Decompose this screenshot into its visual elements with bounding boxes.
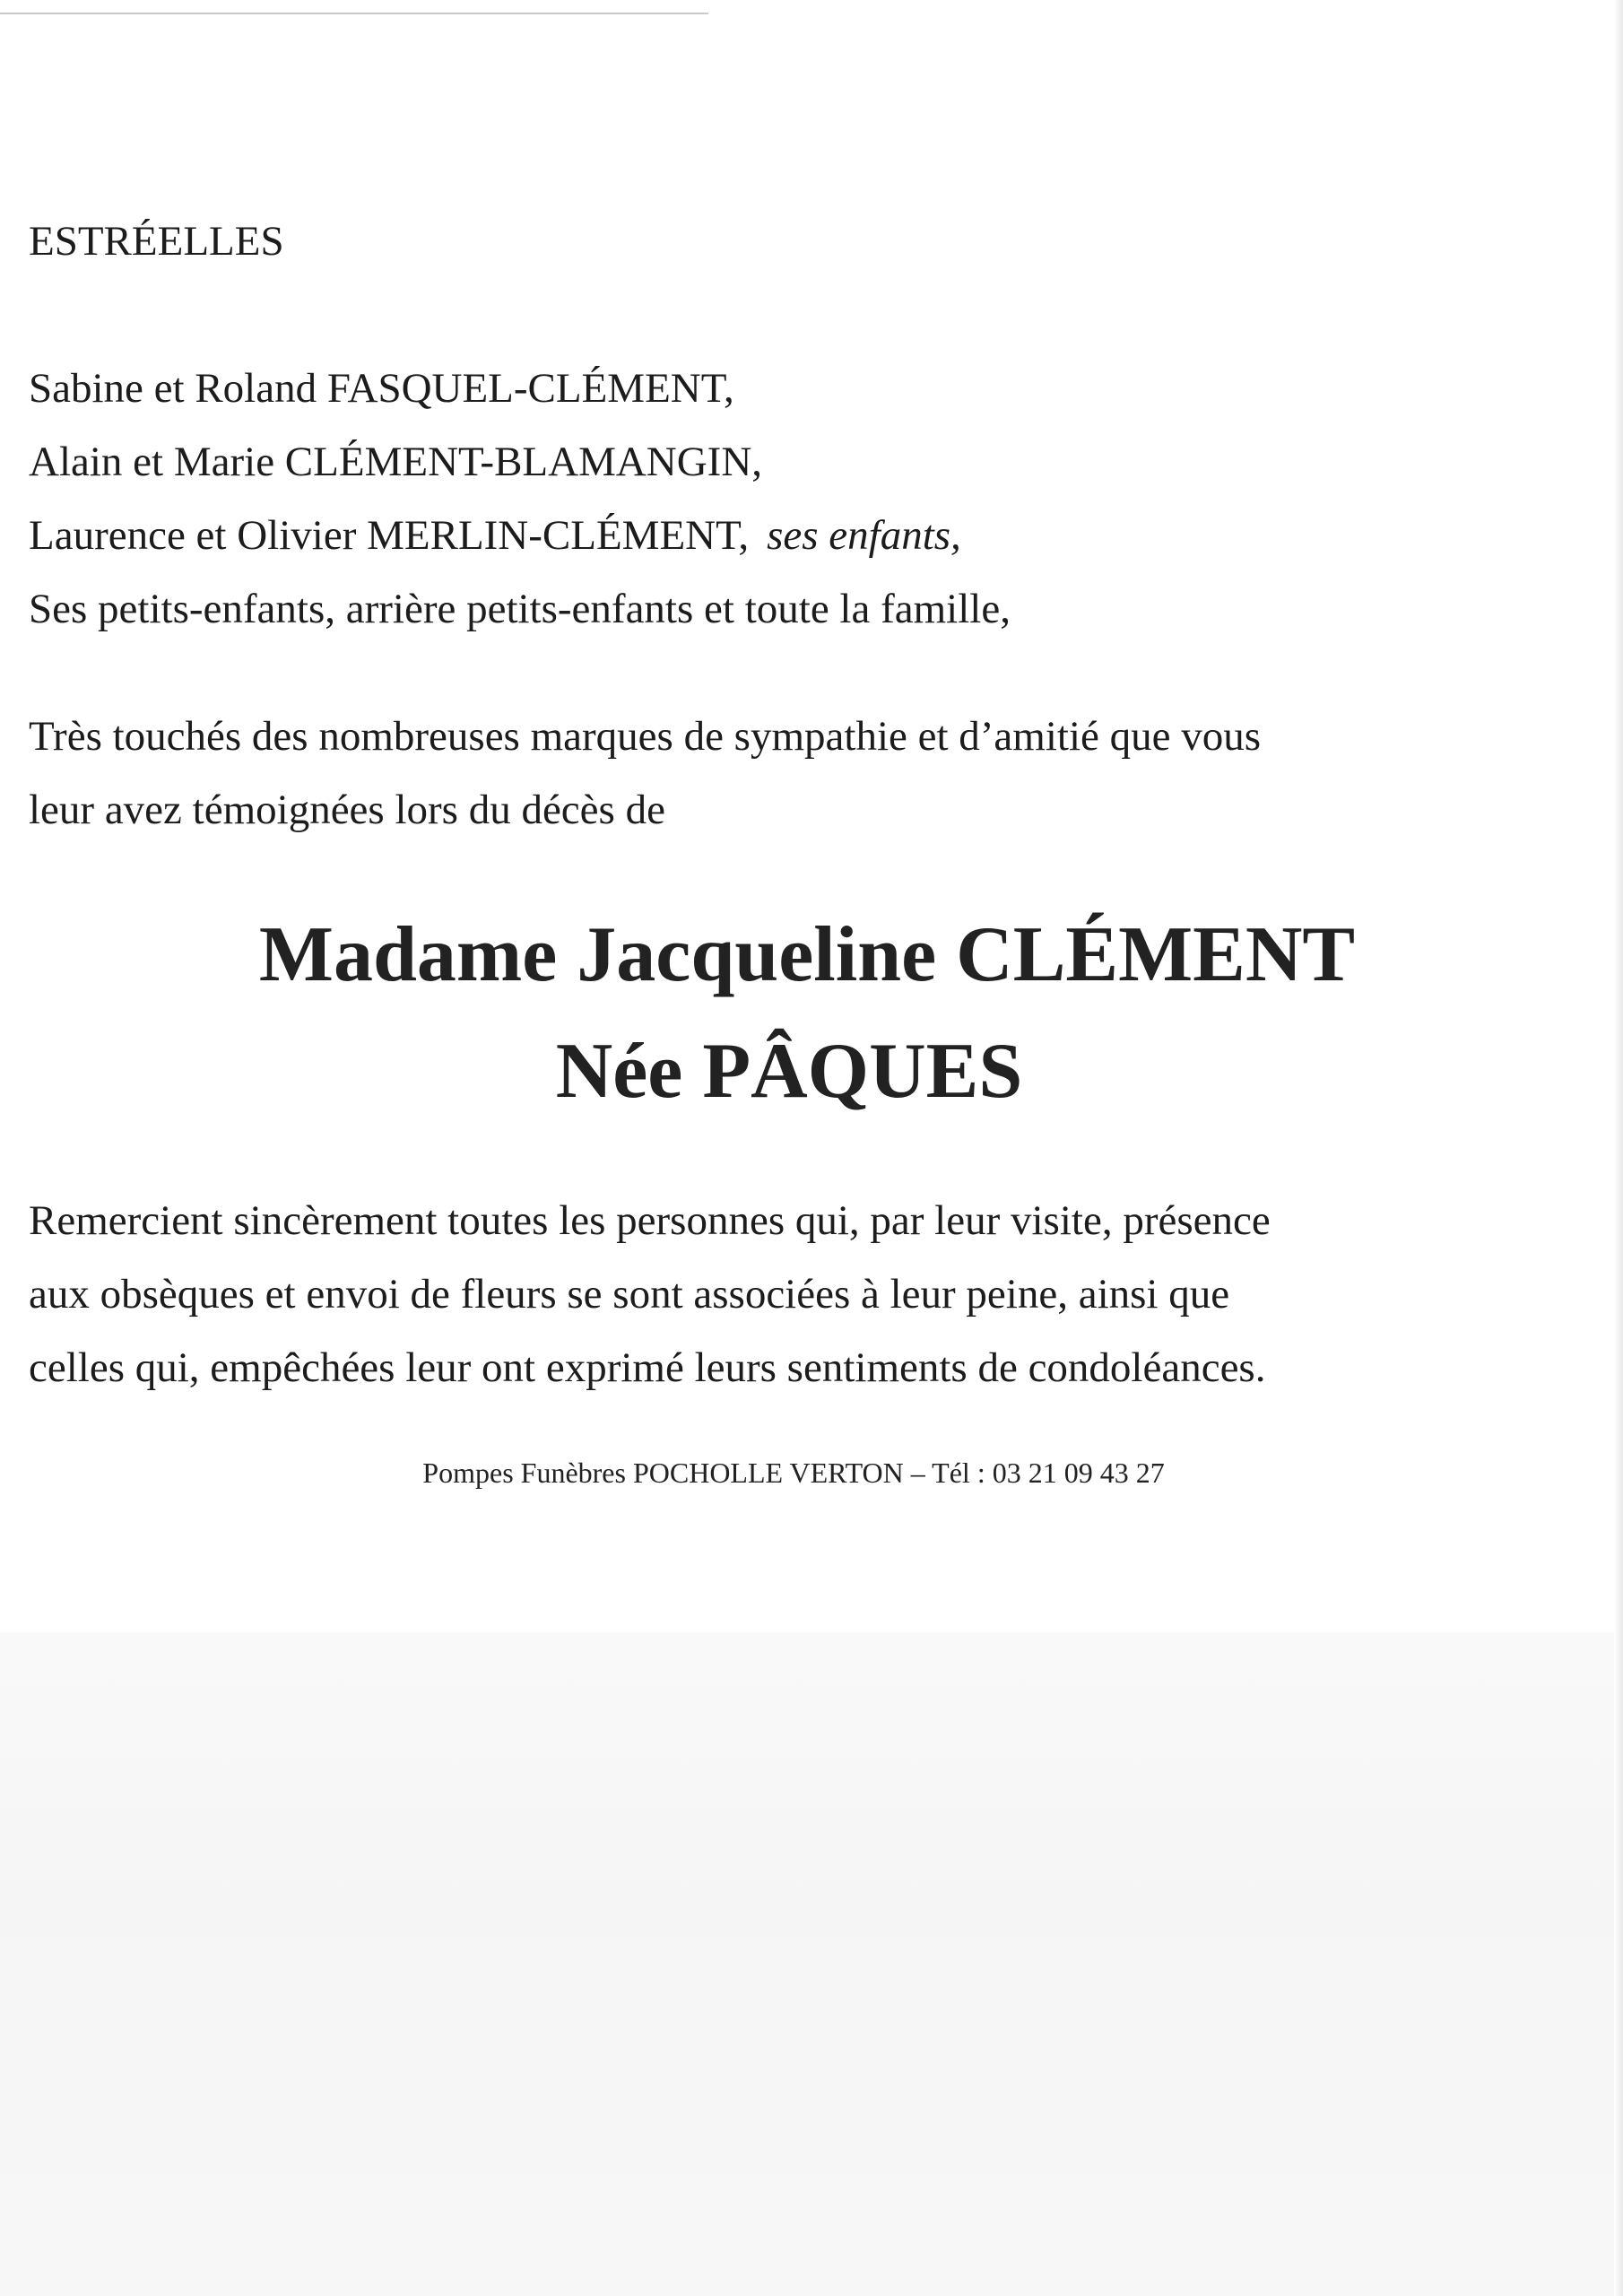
sympathy-line-1: Très touchés des nombreuses marques de sympathie et d’amitié que vous <box>29 713 1262 760</box>
thanks-line-3: celles qui, empêchées leur ont exprimé leurs sentiments de condoléances. <box>29 1344 1266 1391</box>
family-list <box>29 352 1589 646</box>
funeral-home-footer: Pompes Funèbres POCHOLLE VERTON – Tél : 03 21 09 43 27 <box>422 1457 1165 1489</box>
family-line-4: Ses petits-enfants, arrière petits-enfants et toute la famille, <box>29 586 1011 632</box>
family-line-2: Alain et Marie CLÉMENT-BLAMANGIN, <box>29 439 763 485</box>
top-rule <box>0 13 708 14</box>
deceased-name: Madame Jacqueline CLÉMENT <box>258 911 1356 998</box>
thanks-paragraph <box>29 1184 1607 1405</box>
place-text: ESTRÉELLES <box>29 218 284 265</box>
scan-right-edge <box>1614 0 1623 2296</box>
sympathy-paragraph <box>29 700 1589 847</box>
deceased-heading <box>0 906 1623 1121</box>
sympathy-line-2: leur avez témoignées lors du décès de <box>29 787 665 833</box>
place-name <box>29 204 1589 278</box>
family-line-3 <box>29 499 1589 572</box>
thanks-line-2: aux obsèques et envoi de fleurs se sont associées à leur peine, ainsi que <box>29 1271 1230 1318</box>
family-line-1: Sabine et Roland FASQUEL-CLÉMENT, <box>29 365 734 412</box>
family-line-3-text: Laurence et Olivier MERLIN-CLÉMENT, <box>29 512 750 559</box>
deceased-maiden-name: Née PÂQUES <box>555 1028 1023 1115</box>
family-role: ses enfants, <box>767 512 961 559</box>
thanks-line-1: Remercient sincèrement toutes les personnes qui, par leur visite, présence <box>29 1197 1271 1244</box>
scan-shading <box>0 1632 1623 2296</box>
